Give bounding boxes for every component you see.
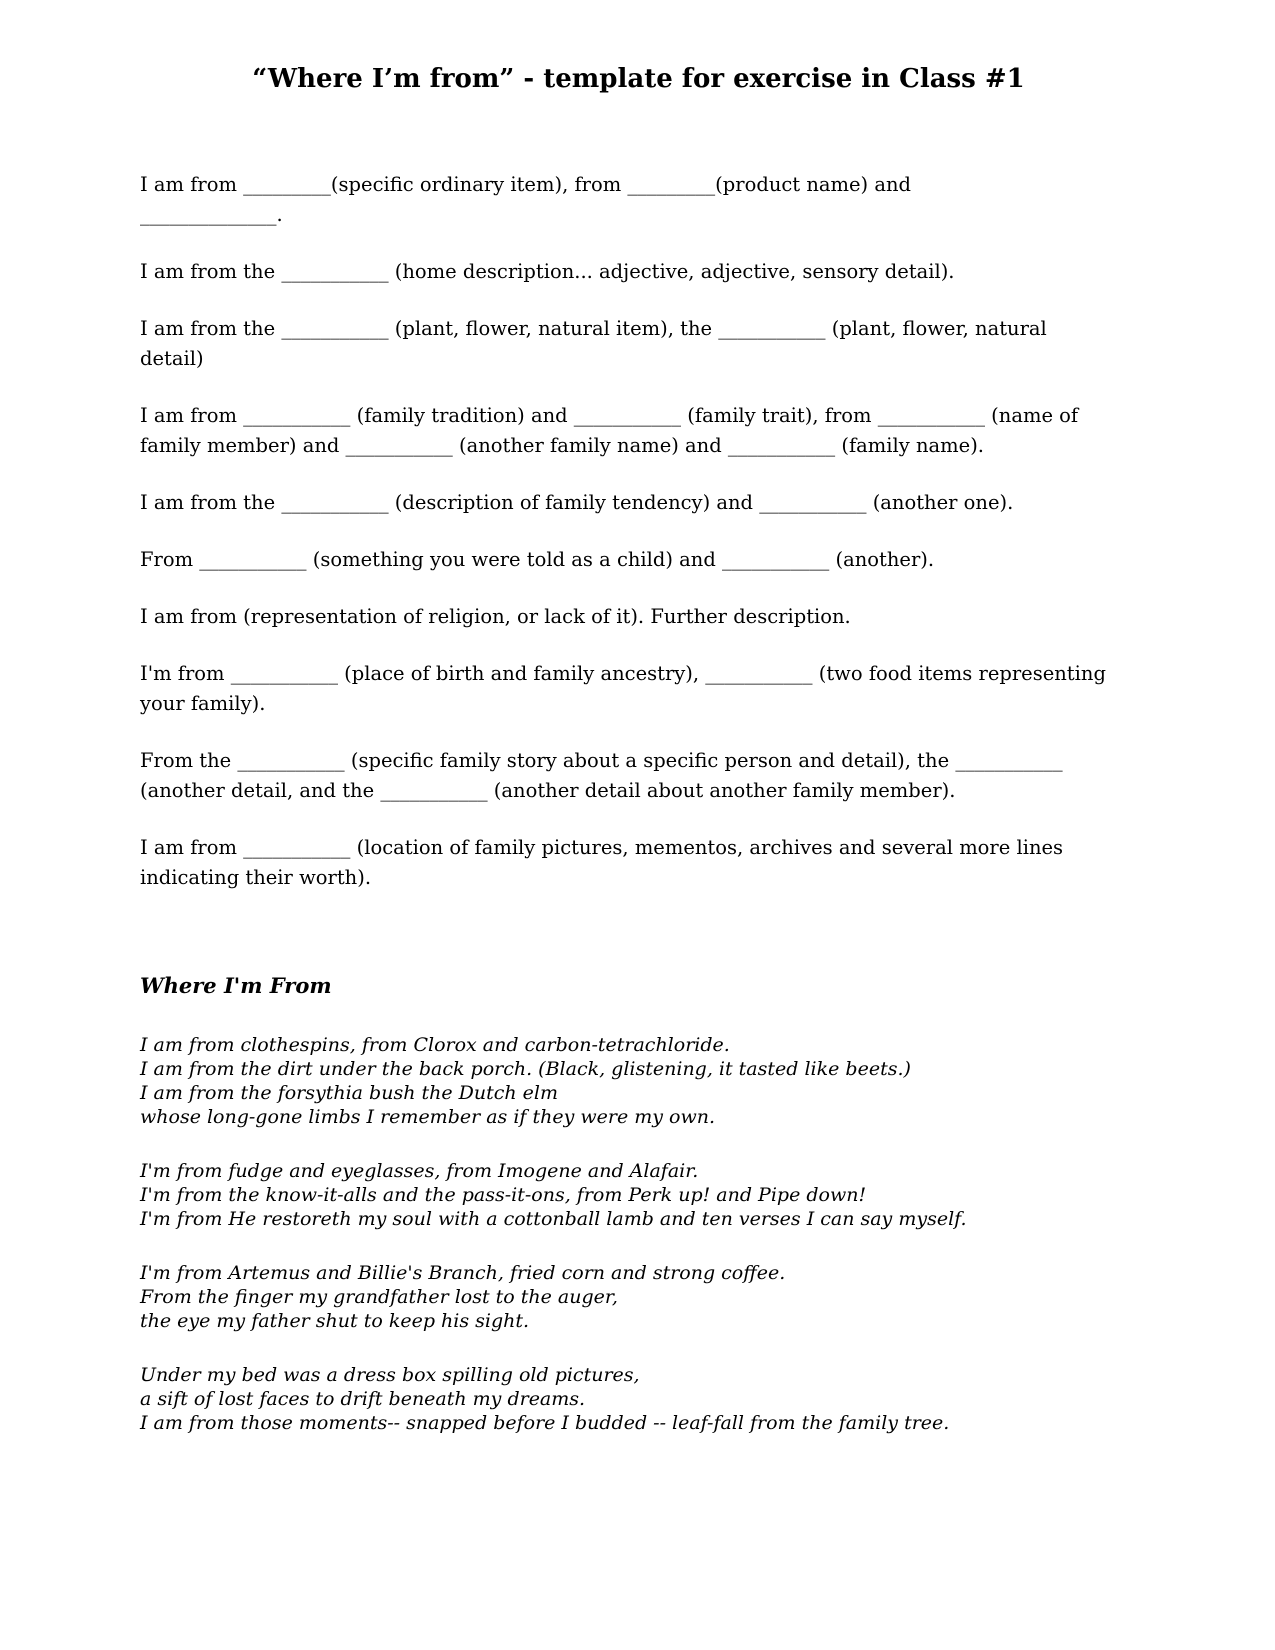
- poem-line: whose long-gone limbs I remember as if they were my own.: [140, 1106, 716, 1128]
- poem-line: I'm from Artemus and Billie's Branch, fried corn and strong coffee.: [140, 1262, 786, 1284]
- poem-line: I'm from fudge and eyeglasses, from Imogene and Alafair.: [140, 1160, 699, 1182]
- template-line: detail): [140, 347, 204, 370]
- template-line: I am from _________(specific ordinary item), from _________(product name) and: [140, 173, 912, 196]
- template-line: I am from ___________ (family tradition) and ___________ (family trait), from ___________ (name of: [140, 404, 1079, 427]
- template-paragraph-9: [140, 746, 1137, 806]
- template-section: [140, 170, 1137, 893]
- poem-line: I am from the dirt under the back porch. (Black, glistening, it tasted like beets.): [140, 1058, 911, 1080]
- template-line: ______________.: [140, 203, 283, 226]
- poem-stanza-2: [140, 1159, 1137, 1231]
- template-paragraph-5: [140, 488, 1137, 518]
- poem-line: Under my bed was a dress box spilling old pictures,: [140, 1364, 640, 1386]
- template-paragraph-8: [140, 659, 1137, 719]
- poem-section: [140, 971, 1137, 1435]
- template-line: I am from the ___________ (description of family tendency) and ___________ (another one).: [140, 491, 1014, 514]
- template-line: I'm from ___________ (place of birth and family ancestry), ___________ (two food items representing: [140, 662, 1106, 685]
- template-paragraph-6: [140, 545, 1137, 575]
- template-paragraph-2: [140, 257, 1137, 287]
- poem-line: the eye my father shut to keep his sight.: [140, 1310, 530, 1332]
- template-line: your family).: [140, 692, 266, 715]
- template-paragraph-10: [140, 833, 1137, 893]
- template-line: From the ___________ (specific family story about a specific person and detail), the ___________: [140, 749, 1063, 772]
- poem-line: I am from clothespins, from Clorox and carbon-tetrachloride.: [140, 1034, 730, 1056]
- template-paragraph-7: [140, 602, 1137, 632]
- poem-stanza-1: [140, 1033, 1137, 1129]
- poem-line: I am from those moments-- snapped before I budded -- leaf-fall from the family tree.: [140, 1412, 950, 1434]
- template-line: (another detail, and the ___________ (another detail about another family member).: [140, 779, 956, 802]
- template-paragraph-4: [140, 401, 1137, 461]
- poem-line: From the finger my grandfather lost to the auger,: [140, 1286, 618, 1308]
- template-line: family member) and ___________ (another family name) and ___________ (family name).: [140, 434, 985, 457]
- template-line: I am from (representation of religion, or lack of it). Further description.: [140, 605, 851, 628]
- template-line: indicating their worth).: [140, 866, 372, 889]
- template-line: I am from ___________ (location of family pictures, mementos, archives and several more lines: [140, 836, 1064, 859]
- poem-stanza-4: [140, 1363, 1137, 1435]
- poem-line: I'm from He restoreth my soul with a cottonball lamb and ten verses I can say myself.: [140, 1208, 967, 1230]
- poem-line: I am from the forsythia bush the Dutch elm: [140, 1082, 558, 1104]
- poem-stanza-3: [140, 1261, 1137, 1333]
- template-paragraph-1: [140, 170, 1137, 230]
- page-title: “Where I’m from” - template for exercise in Class #1: [252, 64, 1025, 94]
- template-paragraph-3: [140, 314, 1137, 374]
- template-line: I am from the ___________ (plant, flower, natural item), the ___________ (plant, flower, natural: [140, 317, 1047, 340]
- poem-line: I'm from the know-it-alls and the pass-it-ons, from Perk up! and Pipe down!: [140, 1184, 867, 1206]
- poem-line: a sift of lost faces to drift beneath my dreams.: [140, 1388, 586, 1410]
- template-line: I am from the ___________ (home description... adjective, adjective, sensory detail).: [140, 260, 955, 283]
- template-line: From ___________ (something you were told as a child) and ___________ (another).: [140, 548, 935, 571]
- poem-title: Where I'm From: [140, 973, 332, 998]
